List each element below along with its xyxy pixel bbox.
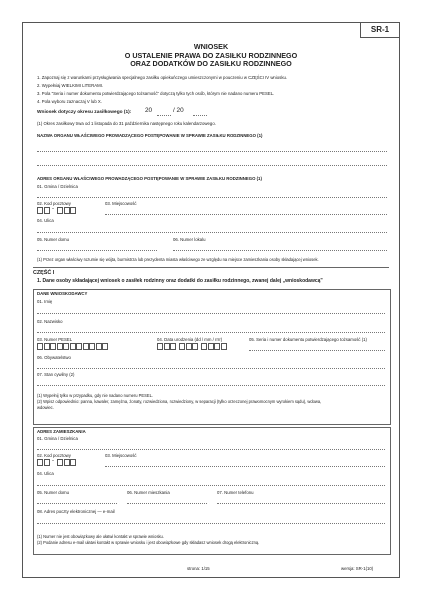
organ-house-label: 05. Numer domu [37, 237, 70, 242]
applicant-note-1: (1) Wypełnij tylko w przypadku, gdy nie nadano numeru PESEL. [37, 393, 154, 398]
organ-street-label: 04. Ulica [37, 218, 54, 223]
id-doc-field[interactable] [249, 350, 385, 351]
address-city-label: 03. Miejscowość [105, 453, 137, 458]
organ-gmina-label: 01. Gmina / Dzielnica [37, 184, 78, 189]
address-postal-label: 02. Kod pocztowy [37, 453, 71, 458]
address-flat-label: 06. Numer mieszkania [127, 490, 170, 495]
address-street-field[interactable] [37, 485, 385, 486]
organ-address-note: (1) Przez organ właściwy rozumie się wójta, burmistrza lub prezydenta miasta właściwego ze względu na miejsce zamieszkania osoby składającej wniosek. [37, 257, 319, 262]
marital-label: 07. Stan cywilny (2) [37, 372, 75, 377]
address-house-label: 05. Numer domu [37, 490, 70, 495]
title-line-2: O USTALENIE PRAWA DO ZASIŁKU RODZINNEGO [124, 50, 298, 60]
form-code: SR-1 [360, 22, 400, 38]
period-from: 20 [145, 107, 153, 114]
organ-gmina-field[interactable] [37, 197, 387, 198]
first-name-field[interactable] [37, 313, 385, 314]
organ-postal-boxes-2[interactable] [57, 207, 77, 214]
title-line-1: WNIOSEK [193, 42, 229, 51]
organ-postal-dash: - [52, 206, 54, 212]
period-to: / 20 [173, 107, 184, 114]
address-note-2: (2) Podanie adresu e-mail ułatwi kontakt w sprawie wniosku i jest obowiązkowe gdy składasz wniosek drogą elektroniczną. [37, 540, 260, 545]
applicant-section [33, 289, 391, 425]
address-email-label: 08. Adres poczty elektronicznej — e-mail [37, 509, 115, 514]
applicant-note-2a: (2) Wpisz odpowiednio: panna, kawaler, zamężna, żonaty, rozwiedziona, rozwiedziony, w separacji (tylko orzeczonej prawomocnym wyrokiem sądu), wdowa, [37, 399, 322, 404]
form-sheet [22, 22, 400, 578]
address-city-field[interactable] [105, 466, 385, 467]
organ-house-field[interactable] [37, 250, 157, 251]
address-street-label: 04. Ulica [37, 471, 54, 476]
address-email-field[interactable] [37, 523, 385, 524]
period-note: (1) Okres zasiłkowy trwa od 1 listopada do 31 października następnego roku kalendarzowego. [37, 121, 216, 126]
marital-field[interactable] [37, 385, 385, 386]
id-doc-label: 05. Seria i numer dokumentu potwierdzającego tożsamość (1) [249, 337, 367, 342]
title-line-3: ORAZ DODATKÓW DO ZASIŁKU RODZINNEGO [130, 59, 292, 69]
address-phone-field[interactable] [217, 503, 385, 504]
citizenship-label: 06. Obywatelstwo [37, 355, 71, 360]
organ-address-heading: ADRES ORGANU WŁAŚCIWEGO PROWADZĄCEGO POSTĘPOWANIE W SPRAWIE ZASIŁKU RODZINNEGO (1) [37, 176, 262, 181]
applicant-heading: DANE WNIOSKODAWCY [37, 291, 88, 296]
birth-date-boxes[interactable] [157, 343, 227, 350]
organ-street-field[interactable] [37, 232, 387, 233]
organ-postal-boxes[interactable] [37, 207, 50, 214]
pesel-label: 03. Numer PESEL [37, 337, 73, 342]
instruction-2: 2. Wypełniaj WIELKIMI LITERAMI. [37, 83, 104, 88]
applicant-note-2b: wdowiec. [37, 405, 54, 410]
pesel-boxes[interactable] [37, 343, 109, 350]
divider [33, 267, 389, 268]
address-phone-label: 07. Numer telefonu [217, 490, 254, 495]
first-name-label: 01. Imię [37, 299, 53, 304]
address-gmina-field[interactable] [37, 449, 385, 450]
address-postal-dash: - [52, 458, 54, 464]
last-name-field[interactable] [37, 332, 385, 333]
period-from-field[interactable] [157, 115, 171, 116]
instruction-4: 4. Pola wyboru zaznaczaj V lub X. [37, 99, 102, 104]
part1-heading: 1. Dane osoby składającej wniosek o zasiłek rodzinny oraz dodatki do zasiłku rodzinnego, zwanej dalej „wnioskodawcą" [37, 278, 323, 284]
form-version: wersja: SR-1(10) [341, 566, 374, 571]
part1-label: CZĘŚĆ I [33, 270, 55, 276]
instruction-3: 3. Pola "Seria i numer dokumentu potwierdzającego tożsamość" dotyczą tylko tych osób, którym nie nadano numeru PESEL. [37, 91, 275, 96]
period-label: Wniosek dotyczy okresu zasiłkowego (1): [37, 110, 132, 115]
address-postal-boxes[interactable] [37, 459, 50, 466]
address-note-1: (1) Numer nie jest obowiązkowy ale ułatwi kontakt w sprawie wniosku. [37, 534, 164, 539]
birth-date-label: 04. Data urodzenia (dd / mm / rrrr) [157, 337, 223, 342]
address-house-field[interactable] [37, 503, 117, 504]
organ-city-field[interactable] [105, 214, 387, 215]
organ-name-field-2[interactable] [37, 165, 387, 166]
address-postal-boxes-2[interactable] [57, 459, 77, 466]
form-title [23, 43, 399, 69]
organ-city-label: 03. Miejscowość [105, 201, 137, 206]
page-number: strona: 1/15 [187, 566, 210, 571]
address-gmina-label: 01. Gmina / Dzielnica [37, 436, 78, 441]
address-flat-field[interactable] [127, 503, 207, 504]
organ-postal-label: 02. Kod pocztowy [37, 201, 71, 206]
organ-name-label: NAZWA ORGANU WŁAŚCIWEGO PROWADZĄCEGO POSTĘPOWANIE W SPRAWIE ZASIŁKU RODZINNEGO (1) [37, 133, 263, 138]
last-name-label: 02. Nazwisko [37, 319, 63, 324]
organ-name-field-1[interactable] [37, 151, 387, 152]
citizenship-field[interactable] [37, 368, 385, 369]
organ-flat-field[interactable] [173, 250, 387, 251]
period-to-field[interactable] [193, 115, 207, 116]
address-heading: ADRES ZAMIESZKANIA [37, 429, 86, 434]
organ-flat-label: 06. Numer lokalu [173, 237, 206, 242]
instruction-1: 1. Zapoznaj się z warunkami przysługiwania specjalnego zasiłku opiekuńczego umieszczonymi w pouczeniu w CZĘŚCI IV wniosku. [37, 75, 288, 80]
